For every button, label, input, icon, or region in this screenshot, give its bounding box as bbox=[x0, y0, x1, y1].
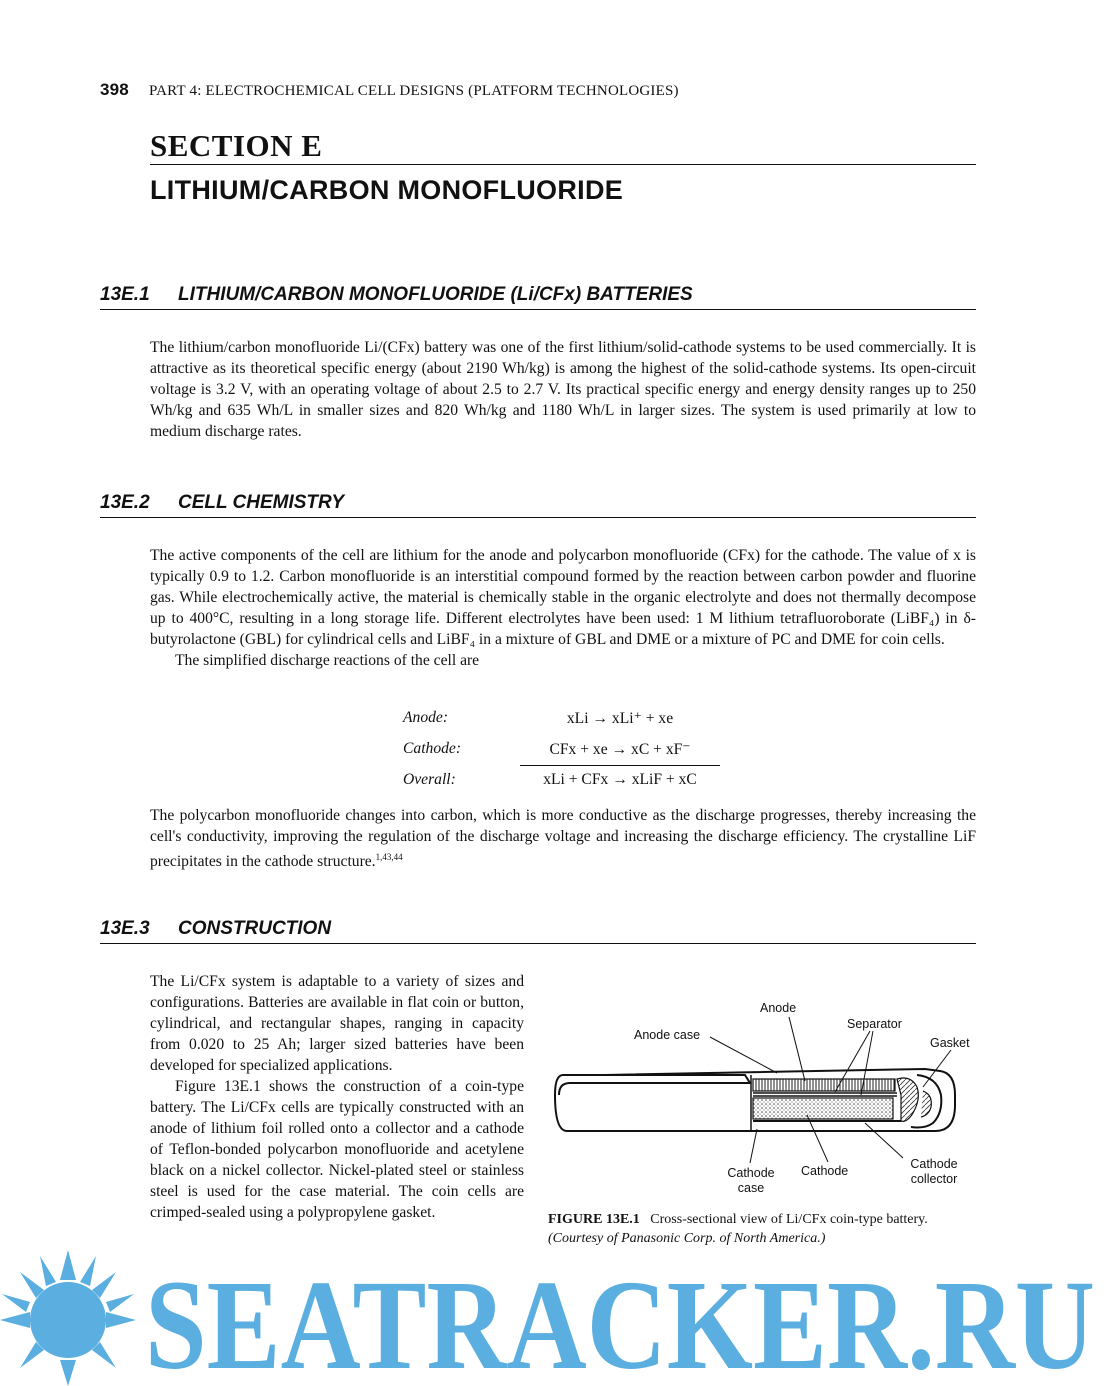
section-title: LITHIUM/CARBON MONOFLUORIDE bbox=[150, 175, 624, 205]
watermark bbox=[0, 1250, 1107, 1386]
paragraph bbox=[150, 337, 976, 442]
figure-caption-credit: (Courtesy of Panasonic Corp. of North America.) bbox=[548, 1231, 826, 1246]
heading-13e2 bbox=[100, 492, 344, 514]
reaction-label-cathode: Cathode: bbox=[403, 740, 462, 757]
paragraph bbox=[150, 971, 524, 1223]
figure-caption-text: Cross-sectional view of Li/CFx coin-type battery. bbox=[650, 1212, 928, 1227]
figure-caption bbox=[548, 1210, 978, 1248]
paragraph-text: The active components of the cell are lithium for the anode and polycarbon monofluoride (CFx) for the cathode. The value of x is typically 0.9 to 1.2. Carbon monofluoride is an interstitial compound formed by the reaction between carbon powder and fluorine gas. While electrochemically active, the material is chemically stable in the organic electrolyte and does not thermally decompose up to 400°C, resulting in a long storage life. Different electrolytes have been used: 1 M lithium tetrafluoroborate (LiBF₄) in δ-butyrolactone (GBL) for cylindrical cells and LiBF₄ in a mixture of GBL and DME or a mixture of PC and DME for coin cells. bbox=[150, 547, 976, 648]
figure-label-gasket: Gasket bbox=[930, 1036, 970, 1050]
heading-13e3 bbox=[100, 918, 331, 940]
heading-number: 13E.2 bbox=[100, 492, 150, 513]
heading-text: LITHIUM/CARBON MONOFLUORIDE (Li/CFx) BATTERIES bbox=[178, 284, 693, 305]
leader-line bbox=[710, 1037, 777, 1073]
section-rule bbox=[150, 164, 976, 165]
heading-rule bbox=[100, 517, 976, 518]
heading-rule bbox=[100, 309, 976, 310]
reaction-equation-cathode: CFx + xe → xC + xF⁻ bbox=[549, 741, 691, 758]
heading-rule bbox=[100, 943, 976, 944]
heading-number: 13E.3 bbox=[100, 918, 150, 939]
running-title: PART 4: ELECTROCHEMICAL CELL DESIGNS (PLATFORM TECHNOLOGIES) bbox=[148, 83, 679, 99]
paragraph bbox=[150, 545, 976, 671]
paragraph-text: The polycarbon monofluoride changes into carbon, which is more conductive as the discharge progresses, thereby increasing the cell's conductivity, improving the regulation of the discharge voltage and increasing the discharge efficiency. The crystalline LiF precipitates in the cathode structure. bbox=[150, 807, 976, 871]
paragraph-text: The Li/CFx system is adaptable to a variety of sizes and configurations. Batteries are available in flat coin or button, cylindrical, and rectangular shapes, ranging in capacity from 0.020 to 25 Ah; larger sized batteries have been developed for specialized applications. bbox=[150, 973, 524, 1074]
figure-label-anode: Anode bbox=[760, 1001, 797, 1015]
reaction-label-anode: Anode: bbox=[403, 709, 449, 726]
figure-label-cathode-case: Cathode case bbox=[727, 1166, 775, 1195]
reference-superscript: 1,43,44 bbox=[375, 852, 403, 862]
heading-text: CELL CHEMISTRY bbox=[178, 492, 345, 513]
running-header bbox=[100, 80, 679, 100]
figure-label-cathode: Cathode bbox=[801, 1164, 849, 1178]
paragraph bbox=[150, 805, 976, 872]
heading-text: CONSTRUCTION bbox=[178, 918, 332, 939]
cathode-shape bbox=[753, 1098, 893, 1119]
watermark-text: SEATRACKER.RU bbox=[145, 1254, 1095, 1386]
figure-label-anode-case: Anode case bbox=[634, 1028, 701, 1042]
paragraph-text: Figure 13E.1 shows the construction of a coin-type battery. The Li/CFx cells are typically constructed with an anode of lithium foil rolled onto a collector and a cathode of Teflon-bonded polycarbon monofluoride and acetylene black on a nickel collector. Nickel-plated steel or stainless steel is used for the case material. The coin cells are crimped-sealed using a polypropylene gasket. bbox=[150, 1078, 524, 1221]
paragraph-text: The simplified discharge reactions of the cell are bbox=[175, 652, 480, 669]
heading-13e1 bbox=[100, 284, 693, 306]
figure-label-separator: Separator bbox=[847, 1017, 902, 1031]
reaction-equation-overall: xLi + CFx → xLiF + xC bbox=[543, 771, 697, 788]
section-label: SECTION E bbox=[150, 128, 323, 163]
page-number: 398 bbox=[100, 80, 129, 99]
figure-caption-id: FIGURE 13E.1 bbox=[548, 1212, 640, 1227]
paragraph-text: The lithium/carbon monofluoride Li/(CFx) battery was one of the first lithium/solid-cathode systems to be used commercially. It is attractive as its theoretical specific energy (about 2190 Wh/kg) is among the highest of the solid-cathode systems. Its open-circuit voltage is 3.2 V, with an operating voltage of about 2.5 to 2.7 V. Its practical specific energy and energy density ranges up to 250 Wh/kg and 635 Wh/L in smaller sizes and 820 Wh/kg and 1180 Wh/L in larger sizes. The system is used primarily at low to medium discharge rates. bbox=[150, 339, 976, 440]
heading-number: 13E.1 bbox=[100, 284, 150, 305]
reaction-equation-anode: xLi → xLi⁺ + xe bbox=[566, 710, 674, 727]
leader-line bbox=[750, 1129, 757, 1163]
sun-logo-icon bbox=[0, 1250, 136, 1386]
reaction-label-overall: Overall: bbox=[403, 771, 456, 788]
anode-shape bbox=[753, 1079, 895, 1091]
figure-label-cathode-collector: Cathode collector bbox=[910, 1157, 958, 1186]
reaction-sum-rule bbox=[520, 765, 720, 766]
